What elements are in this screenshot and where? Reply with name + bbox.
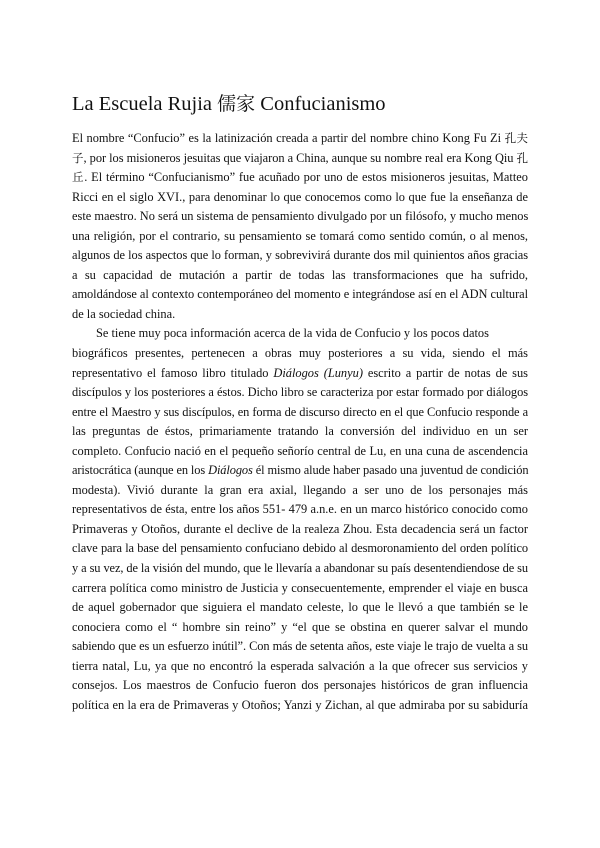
text-run: Ricci en el siglo XVI., para denominar lo que conocemos como lo que fue la enseñanza de xyxy=(72,189,528,204)
body-line xyxy=(72,129,528,149)
body-line xyxy=(72,188,528,208)
book-title: Diálogos (Lunyu) xyxy=(273,365,363,380)
body-line xyxy=(72,227,528,247)
page-title xyxy=(72,91,386,117)
body-line xyxy=(72,559,528,579)
body-line xyxy=(72,207,528,227)
body-line xyxy=(72,266,528,286)
text-run: completo. Confucio nació en el pequeño señorío central de Lu, en una cuna de ascendencia xyxy=(72,443,528,458)
chinese-characters: 孔 xyxy=(516,150,528,165)
book-title: Diálogos xyxy=(208,463,253,478)
body-line xyxy=(72,344,528,364)
text-run: representativo el famoso libro titulado xyxy=(72,365,274,380)
document-page xyxy=(72,0,528,848)
chinese-characters: 丘 xyxy=(72,170,85,185)
text-run: y a su vez, de la visión del mundo, que le llevaría a abandonar su país desentendiendose de su xyxy=(72,561,528,576)
text-run: política en la era de Primaveras y Otoños; Yanzi y Zichan, al que admiraba por su sabiduría xyxy=(72,697,528,712)
text-run: discípulos y los posteriores a éstos. Dicho libro se caracteriza por estar formado por diálogos xyxy=(72,385,528,400)
text-run: escrito a partir de notas de sus xyxy=(362,365,528,380)
body-line xyxy=(72,324,528,344)
body-line xyxy=(72,598,528,618)
title-text-chinese: 儒家 xyxy=(217,93,256,115)
body-text xyxy=(72,129,528,715)
chinese-characters: 子 xyxy=(72,150,84,165)
body-line xyxy=(72,168,528,188)
chinese-characters: 孔夫 xyxy=(504,131,528,145)
text-run: él mismo alude haber pasado una juventud de condición xyxy=(252,463,529,478)
text-run: Se tiene muy poca información acerca de la vida de Confucio y los pocos datos xyxy=(96,326,489,341)
text-run: entre el Maestro y sus discípulos, en forma de discurso directo en el que Confucio responde a xyxy=(72,404,528,419)
text-run: consejos. Los maestros de Confucio fueron dos personajes históricos de gran influencia xyxy=(72,678,528,693)
body-line xyxy=(72,246,528,266)
text-run: , por los misioneros jesuitas que viajaron a China, aunque su nombre real era Kong Qiu xyxy=(83,150,517,165)
body-line xyxy=(72,696,528,716)
text-run: de aquel gobernador que siguiera el mandato celeste, lo que le llevó a que también se le xyxy=(72,600,528,615)
body-line xyxy=(72,403,528,423)
text-run: una religión, por el contrario, su pensamiento se tomará como sentido común, o al menos, xyxy=(72,228,528,243)
body-line xyxy=(72,364,528,384)
text-run: El nombre “Confucio” es la latinización creada a partir del nombre chino Kong Fu Zi xyxy=(72,131,505,145)
text-run: clave para la base del pensamiento confuciano debido al desmoronamiento del orden político xyxy=(72,541,528,556)
text-run: algunos de los aspectos que lo forman, y sobrevivirá durante dos mil quinientos años gracias xyxy=(72,248,528,263)
body-line xyxy=(72,676,528,696)
body-line xyxy=(72,383,528,403)
body-line xyxy=(72,539,528,559)
title-text-latin: La Escuela Rujia xyxy=(72,93,218,115)
body-line xyxy=(72,637,528,657)
text-run: amoldándose al contexto contemporáneo del momento e integrándose así en el ADN cultural xyxy=(72,287,528,302)
body-line xyxy=(72,461,528,481)
body-line xyxy=(72,285,528,305)
body-line xyxy=(72,520,528,540)
text-run: . El término “Confucianismo” fue acuñado por uno de estos misioneros jesuitas, Matteo xyxy=(84,170,528,185)
title-text-confucianism: Confucianismo xyxy=(255,93,386,115)
body-line xyxy=(72,500,528,520)
text-run: las preguntas de éstos, primariamente tratando la conversión del individuo en un ser xyxy=(72,424,528,439)
body-line xyxy=(72,442,528,462)
body-line xyxy=(72,422,528,442)
text-run: biográficos presentes, pertenecen a obras muy posteriores a su vida, siendo el más xyxy=(72,346,528,361)
body-line xyxy=(72,657,528,677)
body-line xyxy=(72,149,528,169)
text-run: aristocrática (aunque en los xyxy=(72,463,209,478)
text-run: a su capacidad de mutación a partir de todas las transformaciones que ha sufrido, xyxy=(72,267,528,282)
text-run: modesta). Vivió durante la gran era axial, llegando a ser uno de los personajes más xyxy=(72,482,528,497)
text-run: este maestro. No será un sistema de pensamiento divulgado por un filósofo, y mucho menos xyxy=(72,209,529,224)
text-run: sabiendo que es un esfuerzo inútil”. Con más de setenta años, este viaje le trajo de vuelta a su xyxy=(72,639,528,654)
body-line xyxy=(72,579,528,599)
text-run: tierra natal, Lu, ya que no encontró la esperada salvación a la que ofrecer sus servicios y xyxy=(72,658,528,673)
body-line xyxy=(72,305,528,325)
text-run: Primaveras y Otoños, durante el declive de la realeza Zhou. Esta decadencia será un factor xyxy=(72,521,528,536)
body-line xyxy=(72,618,528,638)
text-run: conociera como el “ hombre sin reino” y “el que se obstina en querer salvar el mundo xyxy=(72,619,528,634)
text-run: representativos de ésta, entre los años 551- 479 a.n.e. en un marco histórico conocido como xyxy=(72,502,528,517)
text-run: carrera política como ministro de Justicia y consecuentemente, emprender el viaje en busca xyxy=(72,580,528,595)
body-line xyxy=(72,481,528,501)
text-run: de la sociedad china. xyxy=(72,306,176,321)
